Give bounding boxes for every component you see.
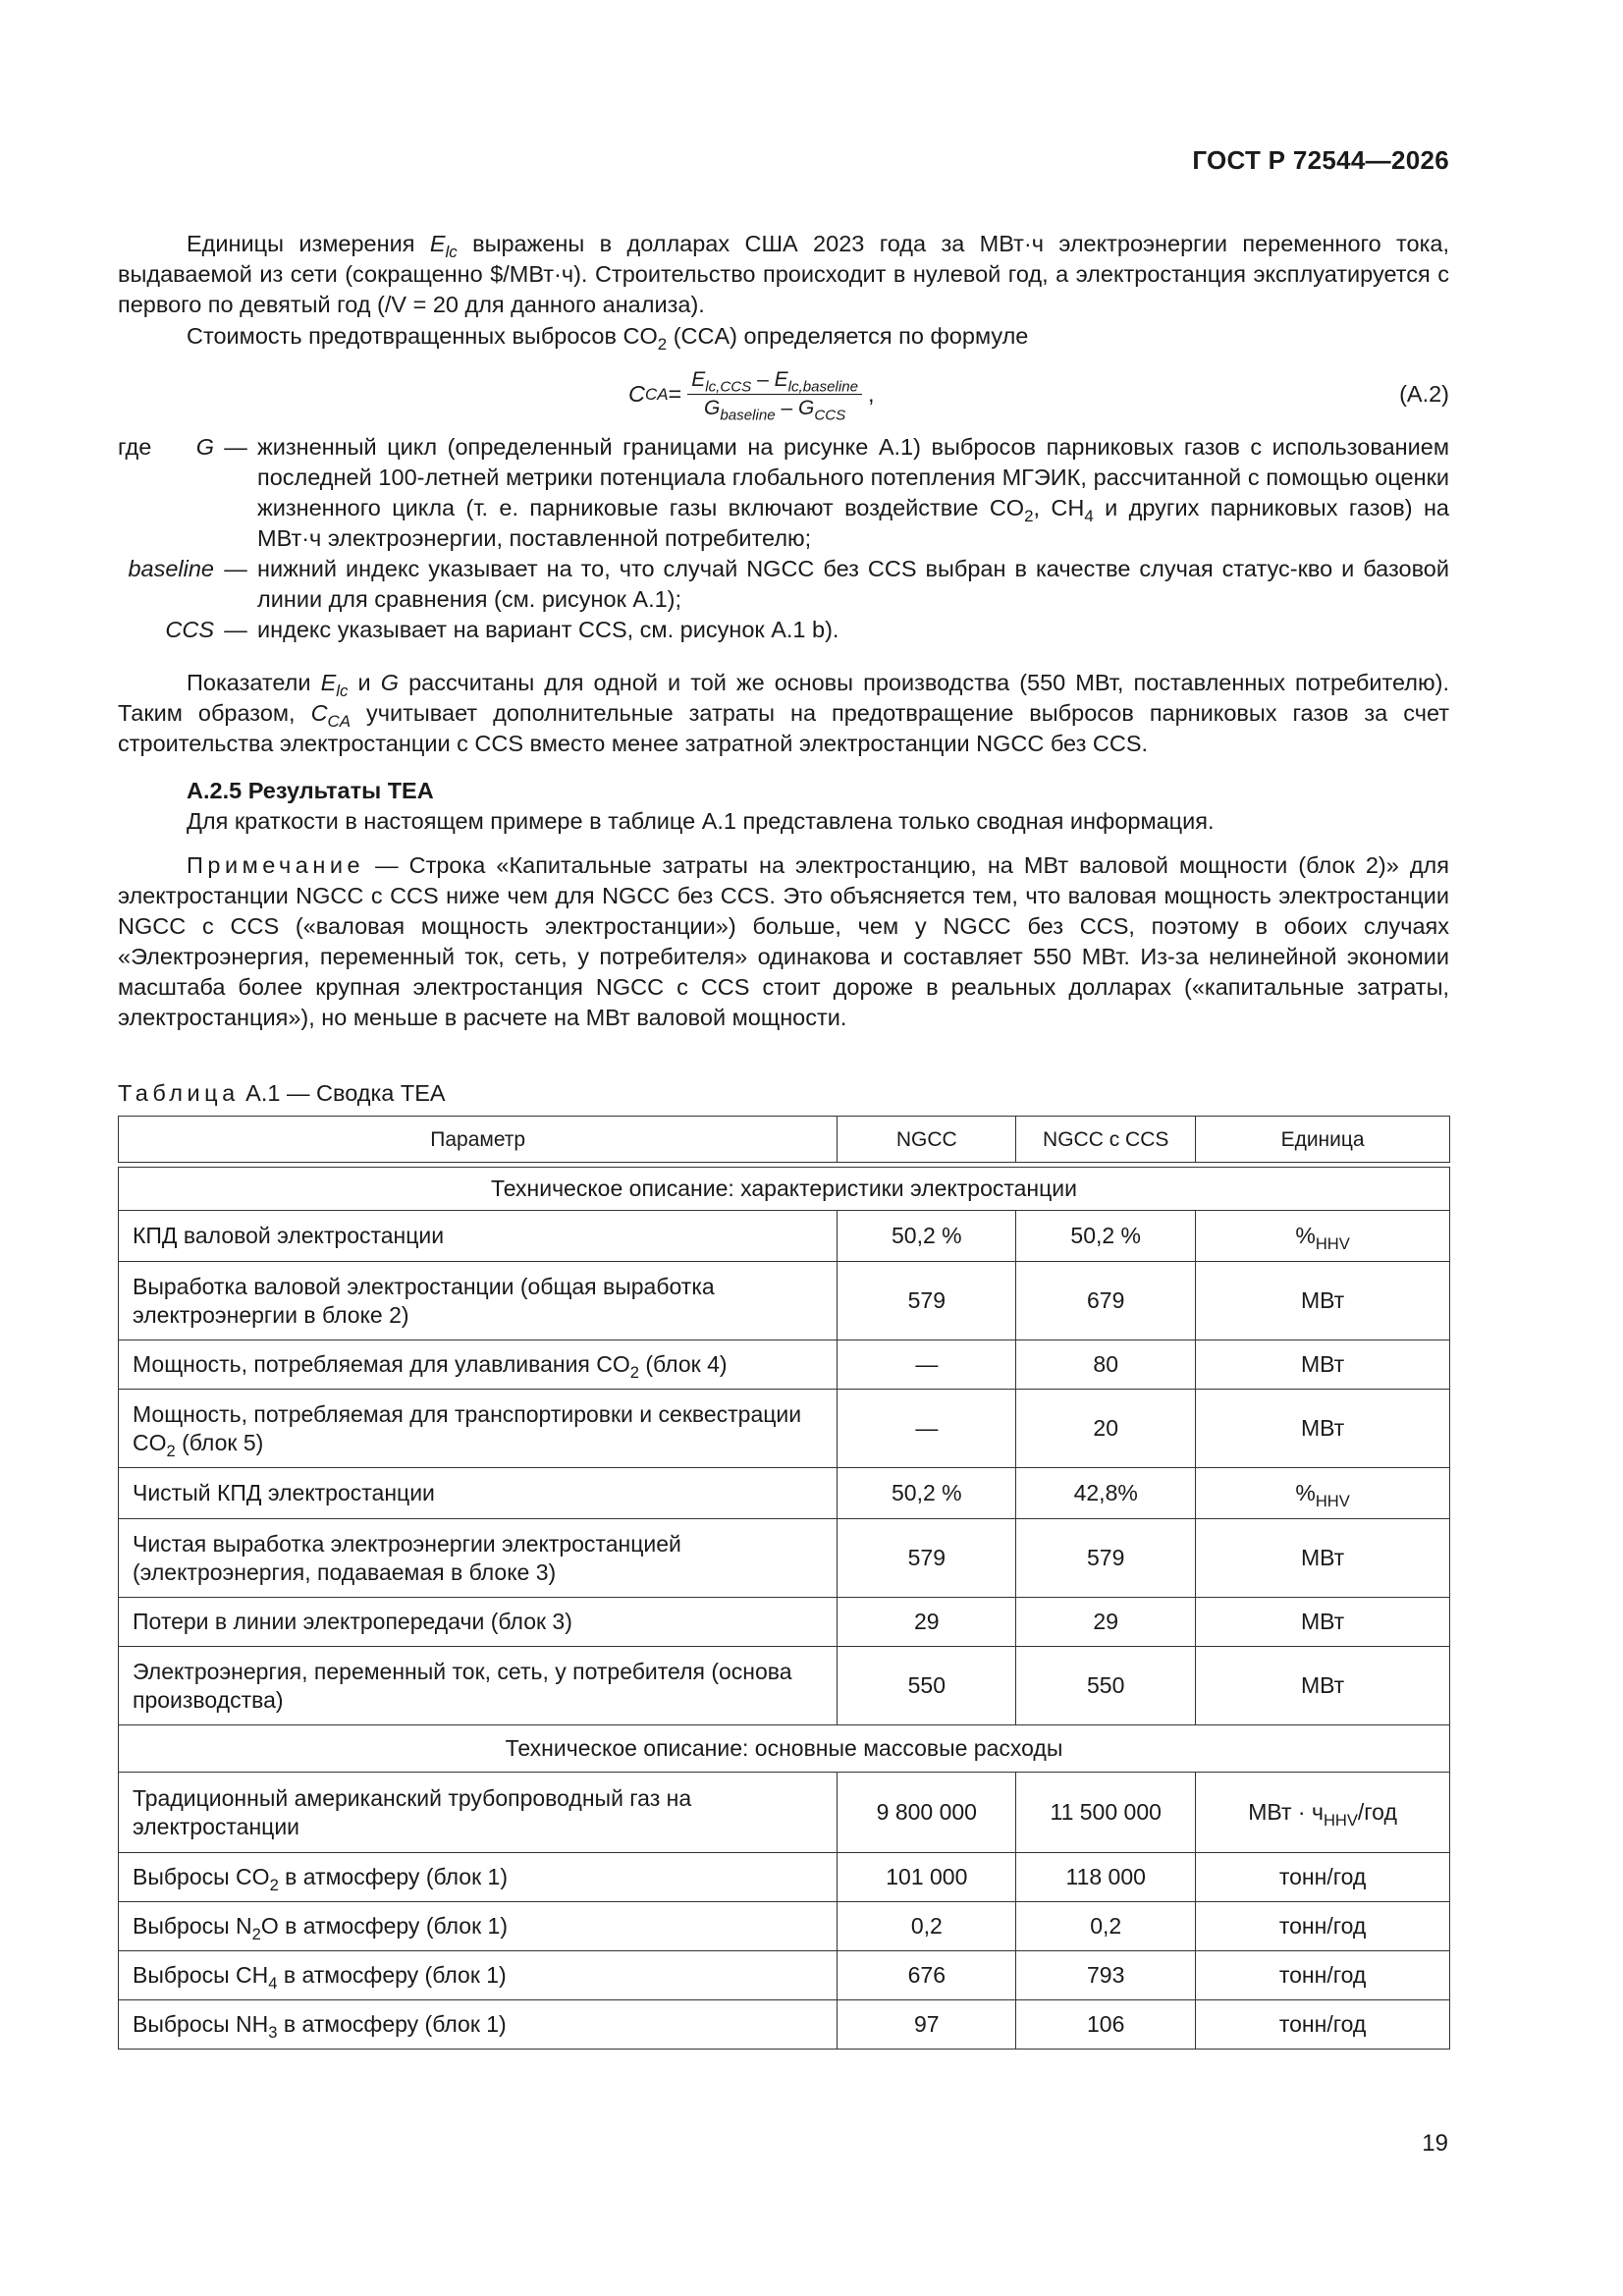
where-label: где [118,434,152,460]
table-section-row: Техническое описание: характеристики электростанции [119,1168,1450,1211]
section-title: А.2.5 Результаты ТЕА [187,778,434,803]
table-header-row [119,1117,1450,1163]
paragraph-indicators: Показатели $E_{lc}$ и G рассчитаны для одной и той же основы производства (550 МВт, поставленных потребителю). Таким образом, $C_{CA}$ учитывает дополнительные затраты на предотвращение выбросов парниковых газов за счет строительства электростанции с CCS вместо менее затратной электростанции NGCC без CCS. [118,670,1449,756]
table-row: Выбросы $CH_4$ в атмосферу (блок 1) 676 793 тонн/год [119,1951,1450,2000]
formula-numerator: $E_{lc,CCS} - E_{lc,baseline}$ [687,367,862,395]
formula-a2 [118,361,1449,430]
table-row: Выбросы $CO_2$ в атмосферу (блок 1) 101 000 118 000 тонн/год [119,1853,1450,1902]
definition-ccs: CCS — индекс указывает на вариант CCS, см. рисунок А.1 b). [165,617,839,642]
table-row: Выработка валовой электростанции (общая выработка электроэнергии в блоке 2) 579 679 МВт [119,1262,1450,1340]
section-text: Для краткости в настоящем примере в таблице А.1 представлена только сводная информация. [187,808,1215,834]
formula-expression: C CA = $\frac{E_{lc,CCS} - E_{lc,baseline}}{G_{baseline} - G_{CCS}}$ , [628,368,875,424]
document-id-header: ГОСТ Р 72544—2026 [1192,145,1449,175]
table-caption: Таблица А.1 — Сводка ТЕА [118,1080,446,1106]
page-number: 19 [1422,2130,1448,2157]
table-row: Электроэнергия, переменный ток, сеть, у потребителя (основа производства) 550 550 МВт [119,1647,1450,1725]
definition-g: где G — жизненный цикл (определенный границами на рисунке А.1) выбросов парниковых газов с использованием последней 100-летней метрики потенциала глобального потепления МГЭИК, рассчитанной с помощью оценки жизненного цикла (т. е. парниковые газы включают воздействие $CO_2$, $CH_4$ и других парниковых газов) на МВт·ч электроэнергии, поставленной потребителю; [118,434,1450,551]
table-row: Чистая выработка электроэнергии электростанцией (электроэнергия, подаваемая в блоке 3) 579 579 МВт [119,1519,1450,1598]
definition-baseline: baseline — нижний индекс указывает на то, что случай NGCC без CCS выбран в качестве случая статус-кво и базовой линии для сравнения (см. рисунок А.1); [128,556,1449,612]
header-parameter: Параметр [119,1117,838,1163]
paragraph-cca-intro: Стоимость предотвращенных выбросов $CO_2$ (CCA) определяется по формуле [187,323,1029,354]
table-row: Традиционный американский трубопроводный газ на электростанции 9 800 000 11 500 000 МВт · $ч_{HHV}$/год [119,1773,1450,1853]
formula-fraction [687,367,862,424]
note-paragraph: Примечание — Строка «Капитальные затраты на электростанцию, на МВт валовой мощности (блок 2)» для электростанции NGCC с CCS ниже чем для NGCC без CCS. Это объясняется тем, что валовая мощность электростанции NGCC с CCS («валовая мощность электростанции») больше, чем у NGCC без CCS, поэтому в обоих случаях «Электроэнергия, переменный ток, сеть, у потребителя» одинакова и составляет 550 МВт. Из-за нелинейной экономии масштаба более крупная электростанция NGCC с CCS стоит дороже в реальных долларах («капитальные затраты, электростанция»), но меньше в расчете на МВт валовой мощности. [118,852,1449,1030]
formula-number: (A.2) [1399,381,1449,407]
note-label: Примечание [187,852,365,878]
formula-denominator: $G_{baseline} - G_{CCS}$ [704,397,846,424]
table-row: КПД валовой электростанции 50,2 % 50,2 % $\%_{HHV}$ [119,1211,1450,1262]
table-row: Выбросы $NH_3$ в атмосферу (блок 1) 97 106 тонн/год [119,2000,1450,2050]
header-ngcc-ccs: NGCC с CCS [1016,1117,1196,1163]
table-row: Чистый КПД электростанции 50,2 % 42,8% $\%_{HHV}$ [119,1468,1450,1519]
tea-summary-table [118,1116,1450,2050]
table-section-row: Техническое описание: основные массовые расходы [119,1725,1450,1773]
definitions-list [118,432,1449,645]
table-row: Выбросы $N_2O$ в атмосферу (блок 1) 0,2 0,2 тонн/год [119,1902,1450,1951]
header-ngcc: NGCC [838,1117,1016,1163]
table-row: Мощность, потребляемая для улавливания $CO_2$ (блок 4) — 80 МВт [119,1340,1450,1390]
table-row: Мощность, потребляемая для транспортировки и секвестрации $CO_2$ (блок 5) — 20 МВт [119,1390,1450,1468]
table-row: Потери в линии электропередачи (блок 3) 29 29 МВт [119,1598,1450,1647]
paragraph-units: Единицы измерения $E_{lc}$ выражены в долларах США 2023 года за МВт·ч электроэнергии переменного тока, выдаваемой из сети (сокращенно $/МВт·ч). Строительство происходит в нулевой год, а электростанция эксплуатируется с первого по девятый год (/V = 20 для данного анализа). [118,231,1449,317]
header-unit: Единица [1196,1117,1450,1163]
